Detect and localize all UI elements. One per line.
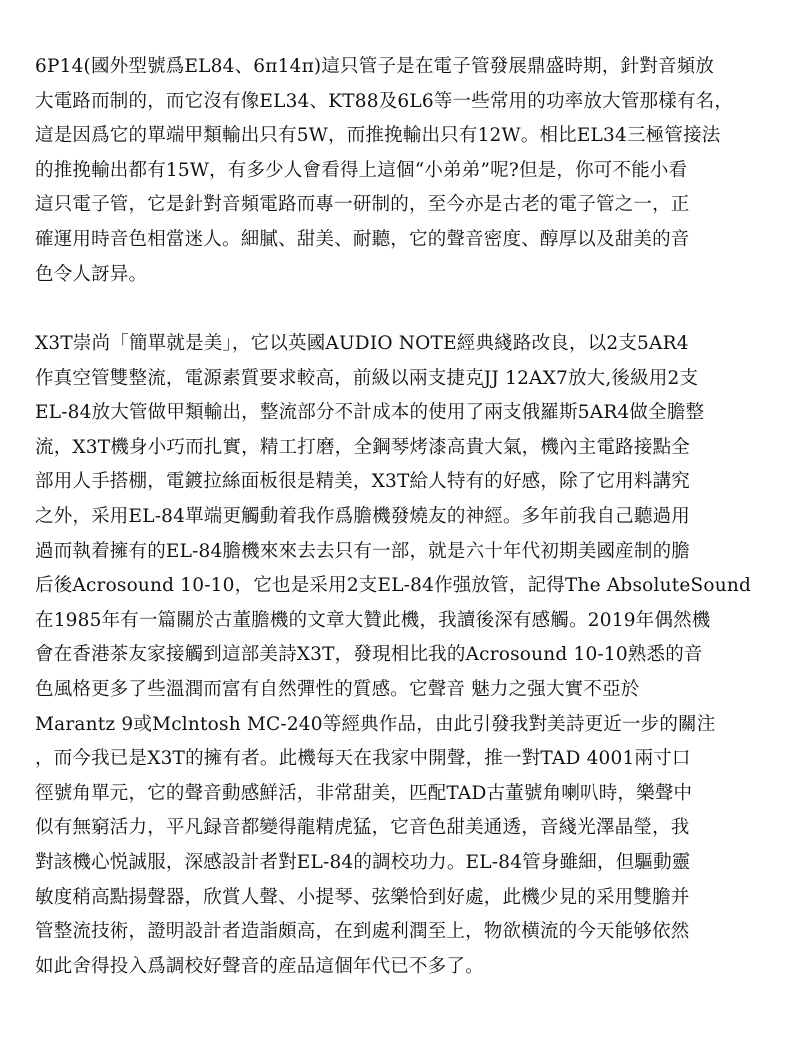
text-line: ，而今我已是X3T的擁有者。此機每天在我家中開聲，推一對TAD 4001兩寸口 — [35, 748, 691, 770]
text-line: 的推挽輸出都有15W，有多少人會看得上這個“小弟弟”呢?但是，你可不能小看 — [35, 159, 688, 181]
text-line: X3T崇尚「簡單就是美」，它以英國AUDIO NOTE經典綫路改良，以2支5AR4 — [35, 333, 689, 354]
text-line: 色風格更多了些溫潤而富有自然彈性的質感。它聲音 魅力之强大實不亞於 — [35, 678, 640, 700]
text-line: 確運用時音色相當迷人。細膩、甜美、耐聽，它的聲音密度、醇厚以及甜美的音 — [35, 228, 690, 250]
text-line: 似有無窮活力，平凡録音都變得龍精虎猛，它音色甜美通透，音綫光澤晶瑩，我 — [35, 817, 690, 839]
text-line: 流，X3T機身小巧而扎實，精工打磨，全鋼琴烤漆高貴大氣，機內主電路接點全 — [35, 436, 690, 458]
text-line: 這只電子管，它是針對音頻電路而專一研制的，至今亦是古老的電子管之一，正 — [35, 194, 690, 216]
text-line: 敏度稍高點揚聲器，欣賞人聲、小提琴、弦樂恰到好處，此機少見的采用雙膽并 — [35, 886, 690, 908]
text-line: 這是因爲它的單端甲類輸出只有5W，而推挽輸出只有12W。相比EL34三極管接法 — [35, 125, 721, 147]
text-line: 作真空管雙整流，電源素質要求較高，前級以兩支捷克JJ 12AX7放大,後級用2支 — [35, 367, 699, 389]
article-paragraph-2 — [35, 327, 765, 984]
text-line: 在1985年有一篇關於古董膽機的文章大贊此機，我讀後深有感觸。2019年偶然機 — [35, 609, 711, 631]
text-line: EL-84放大管做甲類輸出，整流部分不計成本的使用了兩支俄羅斯5AR4做全膽整 — [35, 402, 705, 424]
text-line: 后後Acrosound 10-10，它也是采用2支EL-84作强放管，記得The AbsoluteSound — [35, 575, 751, 597]
text-line: 6P14(國外型號爲EL84、6π14π)這只管子是在電子管發展鼎盛時期，針對音頻放 — [35, 56, 715, 77]
text-line: 會在香港茶友家接觸到這部美詩X3T，發現相比我的Acrosound 10-10熟悉的音 — [35, 644, 703, 666]
text-line: Marantz 9或Mclntosh MC-240等經典作品，由此引發我對美詩更近一步的關注 — [35, 713, 716, 735]
text-line: 部用人手搭棚，電鍍拉絲面板很是精美，X3T給人特有的好感，除了它用料講究 — [35, 471, 690, 493]
text-line: 過而執着擁有的EL-84膽機來來去去只有一部，就是六十年代初期美國産制的膽 — [35, 540, 690, 562]
text-line: 大電路而制的，而它沒有像EL34、KT88及6L6等一些常用的功率放大管那樣有名， — [35, 90, 734, 112]
text-line: 色令人訝异。 — [35, 263, 148, 285]
article-paragraph-1 — [35, 50, 765, 292]
text-line: 管整流技術，證明設計者造詣頗高，在到處利潤至上，物欲横流的今天能够依然 — [35, 921, 690, 943]
text-line: 之外，采用EL-84單端更觸動着我作爲膽機發燒友的神經。多年前我自己聽過用 — [35, 505, 690, 527]
text-line: 對該機心悦誠服，深感設計者對EL-84的調校功力。EL-84管身雖細，但驅動靈 — [35, 851, 691, 873]
text-line: 如此舍得投入爲調校好聲音的産品這個年代已不多了。 — [35, 955, 484, 977]
text-line: 徑號角單元，它的聲音動感鮮活，非常甜美，匹配TAD古董號角喇叭時，樂聲中 — [35, 782, 693, 804]
